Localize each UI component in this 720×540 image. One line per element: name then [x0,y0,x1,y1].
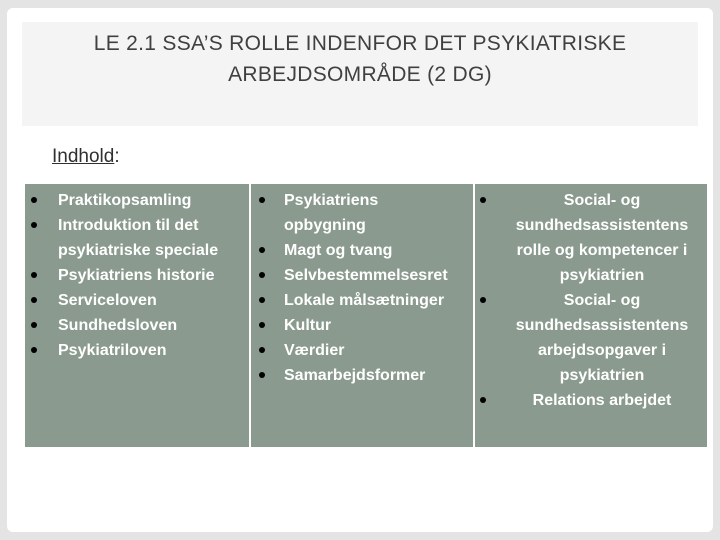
slide-title [22,28,698,90]
bullet-icon [31,197,37,203]
table-column-3 [475,184,707,447]
table-column-1 [25,184,251,447]
bullet-icon [31,272,37,278]
bullet-icon [259,197,265,203]
list-item: Psykiatriens opbygning [284,188,473,238]
list-item: Psykiatriens historie [58,263,249,288]
list-item: Magt og tvang [284,238,473,263]
list-item: Serviceloven [58,288,249,313]
title-line-2: ARBEJDSOMRÅDE (2 DG) [228,63,492,86]
list-item: Værdier [284,338,473,363]
list-item: Relations arbejdet [505,388,699,413]
list-item: Selvbestemmelsesret [284,263,473,288]
bullet-icon [31,322,37,328]
bullet-icon [480,297,486,303]
content-heading-label: Indhold [52,146,115,167]
content-heading [52,146,120,168]
bullet-icon [259,372,265,378]
bullet-icon [480,397,486,403]
list-item: Lokale målsætninger [284,288,473,313]
bullet-icon [31,222,37,228]
table-column-2 [251,184,475,447]
list-item: Introduktion til det psykiatriske speciale [58,213,249,263]
list-item: Samarbejdsformer [284,363,473,388]
bullet-icon [259,297,265,303]
list-item: Kultur [284,313,473,338]
bullet-icon [259,272,265,278]
bullet-icon [31,347,37,353]
bullet-icon [259,247,265,253]
content-table [24,183,708,448]
list-item: Psykiatriloven [58,338,249,363]
bullet-icon [31,297,37,303]
list-item: Sundhedsloven [58,313,249,338]
content-heading-colon: : [114,146,120,167]
title-line-1: LE 2.1 SSA’S ROLLE INDENFOR DET PSYKIATRISKE [93,32,627,55]
list-item: Praktikopsamling [58,188,249,213]
list-item: Social- og sundhedsassistentens arbejdsopgaver i psykiatrien [505,288,699,388]
list-item: Social- og sundhedsassistentens rolle og kompetencer i psykiatrien [505,188,699,288]
bullet-icon [259,347,265,353]
bullet-icon [480,197,486,203]
bullet-icon [259,322,265,328]
